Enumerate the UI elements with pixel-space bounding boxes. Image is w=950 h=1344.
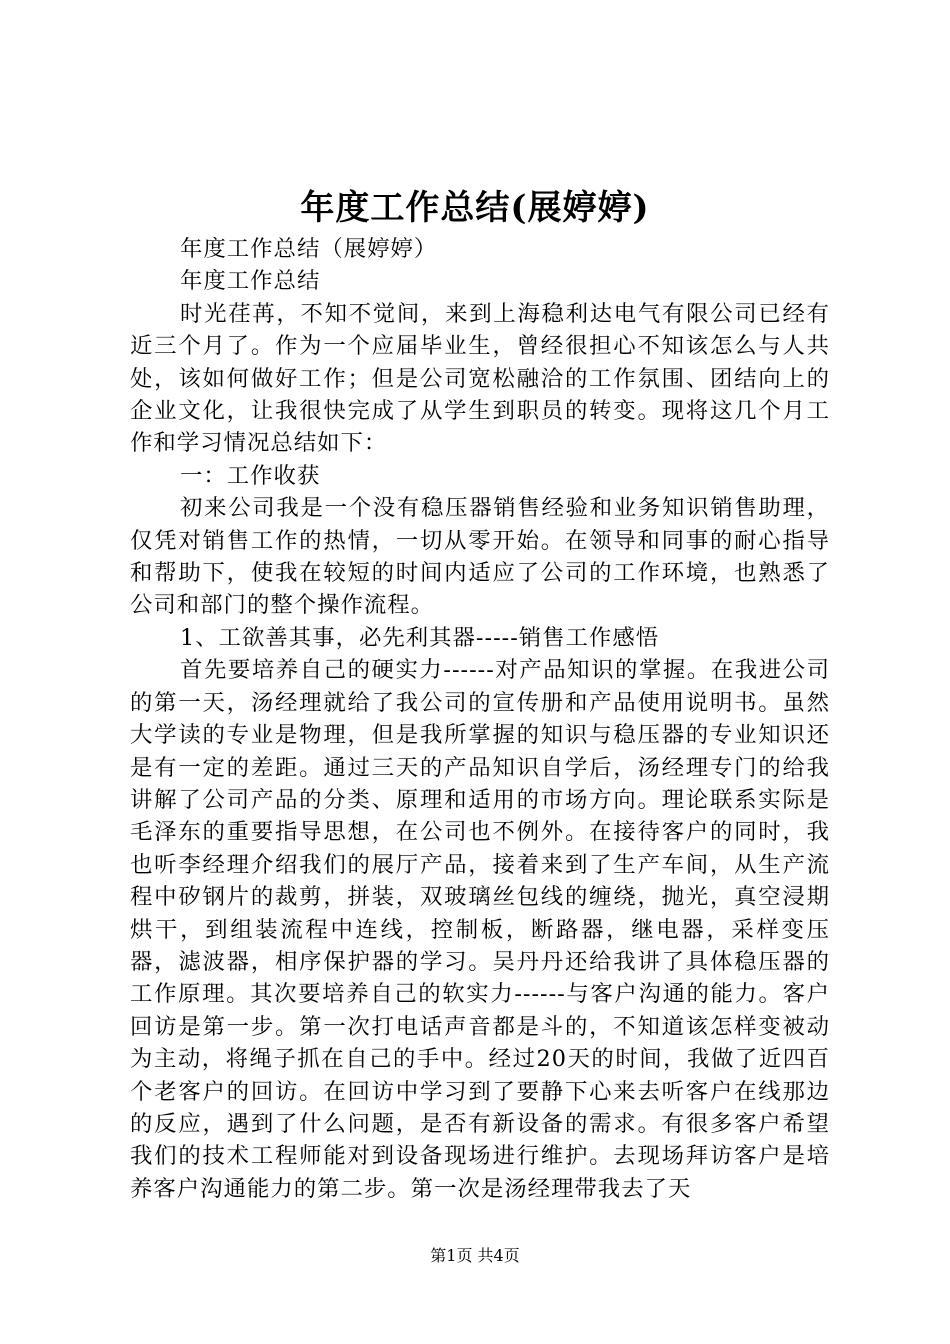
document-title: 年度工作总结(展婷婷) [300,188,650,228]
subsection-heading: 1、工欲善其事，必先利其器-----销售工作感悟 [180,624,660,651]
body-paragraph: 初来公司我是一个没有稳压器销售经验和业务知识销售助理，仅凭对销售工作的热情，一切从零开始。在领导和同事的耐心指导和帮助下，使我在较短的时间内适应了公司的工作环境，也熟悉了公司和部门的整个操作流程。 [130,495,830,619]
section-heading-gains: 一：工作收获 [180,462,321,489]
intro-paragraph: 时光荏苒，不知不觉间，来到上海稳利达电气有限公司已经有近三个月了。作为一个应届毕业生，曾经很担心不知该怎么与人共处，该如何做好工作；但是公司宽松融洽的工作氛围、团结向上的企业文化，让我很快完成了从学生到职员的转变。现将这几个月工作和学习情况总结如下： [130,300,830,457]
body-paragraph: 首先要培养自己的硬实力------对产品知识的掌握。在我进公司的第一天，汤经理就给了我公司的宣传册和产品使用说明书。虽然大学读的专业是物理，但是我所掌握的知识与稳压器的专业知识还是有一定的差距。通过三天的产品知识自学后，汤经理专门的给我讲解了公司产品的分类、原理和适用的市场方向。理论联系实际是毛泽东的重要指导思想，在公司也不例外。在接待客户的同时，我也听李经理介绍我们的展厅产品，接着来到了生产车间，从生产流程中矽钢片的裁剪，拼装，双玻璃丝包线的缠绕，抛光，真空浸期烘干，到组装流程中连线，控制板，断路器，继电器，采样变压器，滤波器，相序保护器的学习。吴丹丹还给我讲了具体稳压器的工作原理。其次要培养自己的软实力------与客户沟通的能力。客户回访是第一步。第一次打电话声音都是斗的，不知道该怎样变被动为主动，将绳子抓在自己的手中。经过20天的时间，我做了近四百个老客户的回访。在回访中学习到了要静下心来去听客户在线那边的反应，遇到了什么问题，是否有新设备的需求。有很多客户希望我们的技术工程师能对到设备现场进行维护。去现场拜访客户是培养客户沟通能力的第二步。第一次是汤经理带我去了天 [130,657,830,1202]
subtitle-paragraph: 年度工作总结（展婷婷） [180,236,438,262]
page-footer: 第1页 共4页 [430,1246,520,1265]
document-body [130,233,830,1205]
section-heading: 年度工作总结 [180,268,321,295]
